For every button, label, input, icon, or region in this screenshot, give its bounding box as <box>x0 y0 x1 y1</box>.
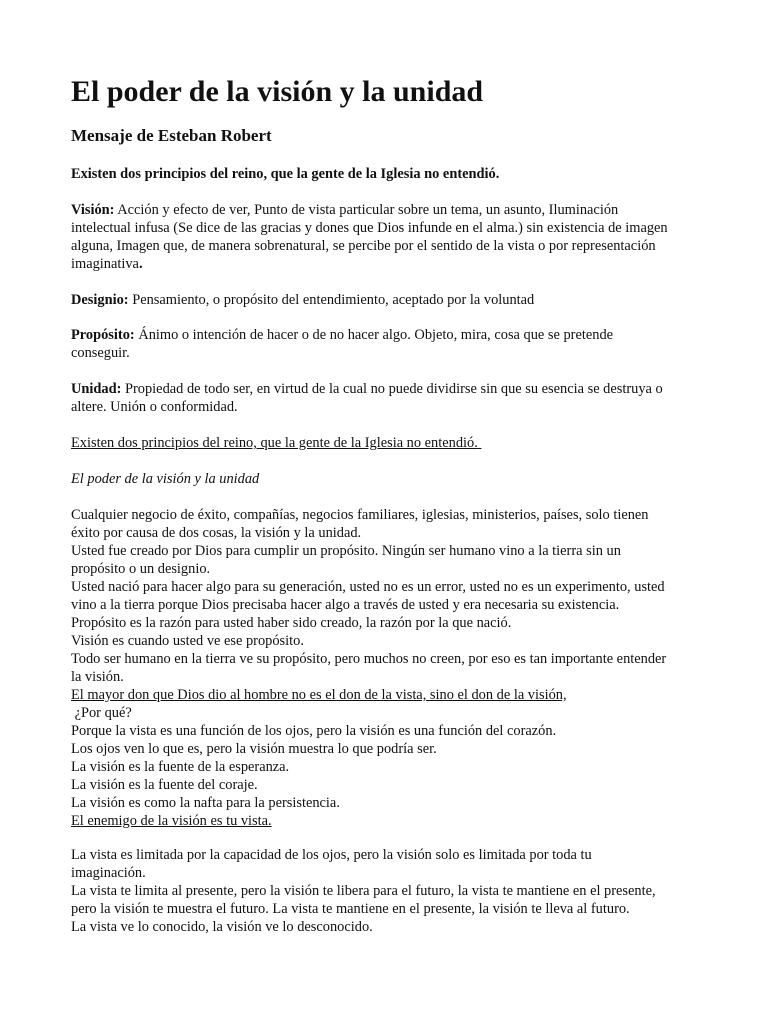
definition-end: . <box>138 256 143 272</box>
body-line: Los ojos ven lo que es, pero la visión muestra lo que podría ser. <box>71 741 437 757</box>
body-line: propósito o un designio. <box>71 561 211 577</box>
definition-text: alguna, Imagen que, de manera sobrenatural, se percibe por el sentido de la vista o por representación <box>71 238 656 254</box>
body-line: La visión es como la nafta para la persistencia. <box>71 795 340 811</box>
body-line: ¿Por qué? <box>71 705 132 721</box>
definition-term: Visión: <box>71 202 115 218</box>
underlined-intro: Existen dos principios del reino, que la gente de la Iglesia no entendió. <box>71 435 478 451</box>
body-line: Visión es cuando usted ve ese propósito. <box>71 633 304 649</box>
body-line: La vista es limitada por la capacidad de los ojos, pero la visión solo es limitada por toda tu <box>71 847 592 863</box>
definition-proposito <box>71 326 703 362</box>
body-line: Propósito es la razón para usted haber sido creado, la razón por la que nació. <box>71 615 512 631</box>
definition-text: conseguir. <box>71 345 130 361</box>
intro-statement: Existen dos principios del reino, que la gente de la Iglesia no entendió. <box>71 166 500 182</box>
body-line: La visión es la fuente del coraje. <box>71 777 258 793</box>
definition-text: imaginativa <box>71 256 139 272</box>
body-line: Usted nació para hacer algo para su generación, usted no es un error, usted no es un experimento, usted <box>71 579 665 595</box>
body-line: La vista ve lo conocido, la visión ve lo desconocido. <box>71 919 373 935</box>
definition-term: Propósito: <box>71 327 135 343</box>
body-line: Porque la vista es una función de los ojos, pero la visión es una función del corazón. <box>71 723 557 739</box>
body-line: Cualquier negocio de éxito, compañías, negocios familiares, iglesias, ministerios, países, solo tienen <box>71 507 649 523</box>
body-paragraph <box>71 506 703 830</box>
body-line: éxito por causa de dos cosas, la visión y la unidad. <box>71 525 362 541</box>
body-line: Usted fue creado por Dios para cumplir un propósito. Ningún ser humano vino a la tierra sin un <box>71 543 621 559</box>
italic-heading: El poder de la visión y la unidad <box>71 471 260 487</box>
body-line: la visión. <box>71 669 124 685</box>
definition-text: Ánimo o intención de hacer o de no hacer algo. Objeto, mira, cosa que se pretende <box>138 327 614 343</box>
definition-unidad <box>71 380 703 416</box>
document-subtitle: Mensaje de Esteban Robert <box>71 126 272 145</box>
underlined-gift-line: El mayor don que Dios dio al hombre no es el don de la vista, sino el don de la visión, <box>71 687 567 703</box>
definition-term: Unidad: <box>71 381 122 397</box>
body-line: La visión es la fuente de la esperanza. <box>71 759 290 775</box>
definition-text: Pensamiento, o propósito del entendimiento, aceptado por la voluntad <box>132 292 535 308</box>
document-title: El poder de la visión y la unidad <box>71 75 484 108</box>
definition-vision <box>71 201 703 273</box>
underlined-enemy-line: El enemigo de la visión es tu vista. <box>71 813 272 829</box>
body-line: imaginación. <box>71 865 146 881</box>
body-line: Todo ser humano en la tierra ve su propósito, pero muchos no creen, por eso es tan importante entender <box>71 651 667 667</box>
definition-designio <box>71 291 703 309</box>
definition-term: Designio: <box>71 292 129 308</box>
definition-text: intelectual infusa (Se dice de las gracias y dones que Dios infunde en el alma.) sin existencia de imagen <box>71 220 668 236</box>
underlined-intro-paragraph <box>71 434 703 452</box>
closing-paragraph <box>71 846 703 936</box>
definition-text: Propiedad de todo ser, en virtud de la cual no puede dividirse sin que su esencia se destruya o <box>125 381 663 397</box>
body-line: vino a la tierra porque Dios precisaba hacer algo a través de usted y era necesaria su existencia. <box>71 597 620 613</box>
definition-text: altere. Unión o conformidad. <box>71 399 238 415</box>
definition-text: Acción y efecto de ver, Punto de vista particular sobre un tema, un asunto, Iluminación <box>117 202 619 218</box>
body-line: La vista te limita al presente, pero la visión te libera para el futuro, la vista te mantiene en el presente, <box>71 883 656 899</box>
body-line: pero la visión te muestra el futuro. La vista te mantiene en el presente, la visión te lleva al futuro. <box>71 901 630 917</box>
